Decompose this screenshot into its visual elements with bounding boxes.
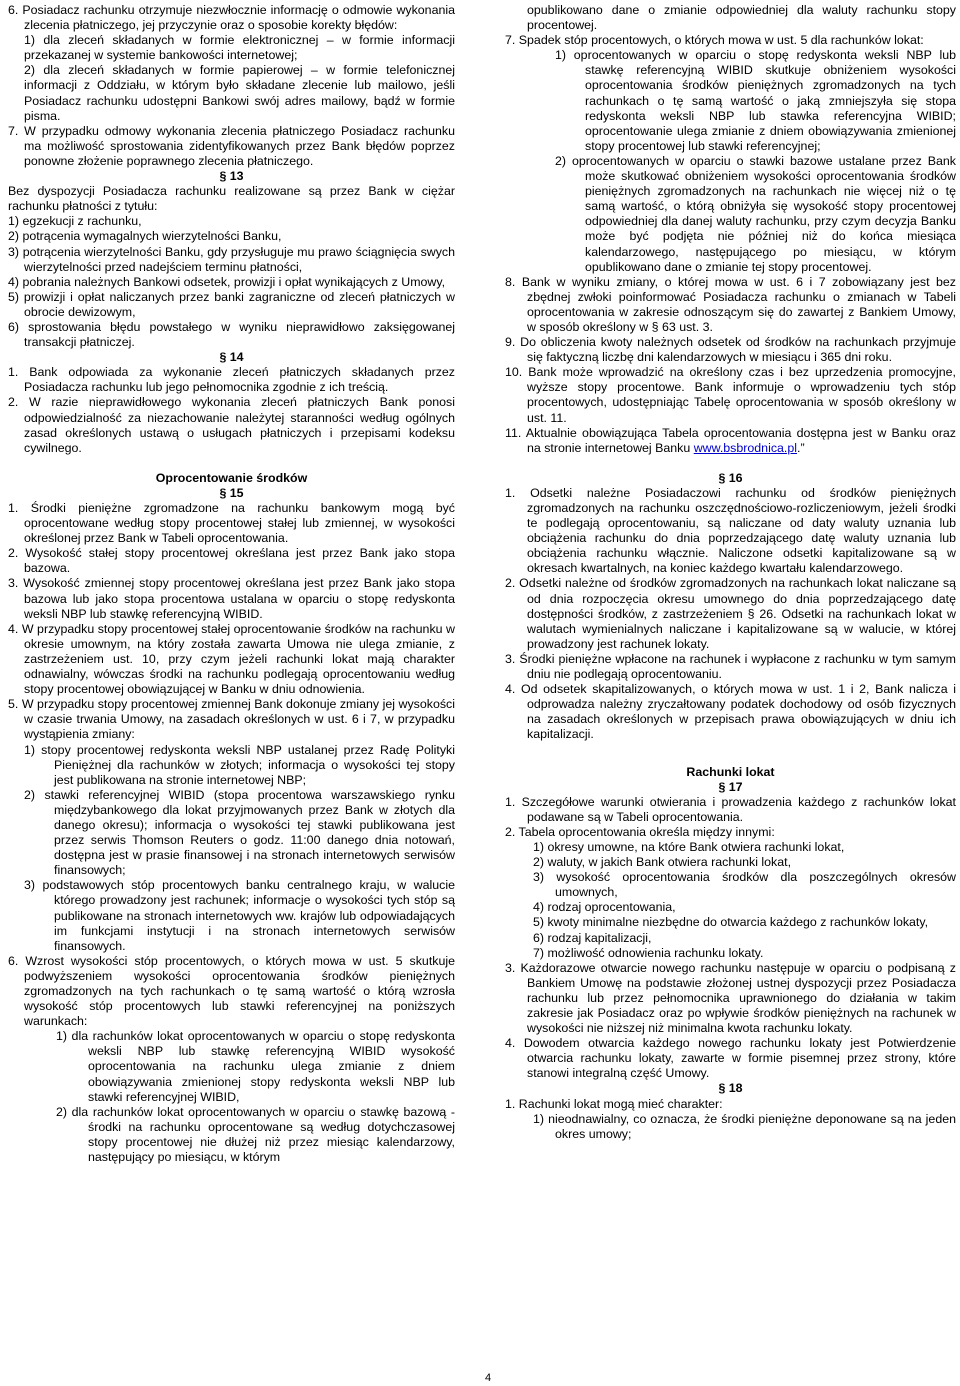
section-15-point-10: 10. Bank może wprowadzić na określony czas i bez uprzedzenia promocyjne, wyższe stopy procentowe. Bank informuje o wprowadzeniu tych stóp procentowych, udostępniając Tabelę oprocentowania w sposób określony w ust. 11. (505, 365, 956, 425)
list-item: 2) oprocentowanych w oparciu o stawki bazowe ustalane przez Bank może skutkować obniżeniem wysokości oprocentowania środków pieniężnych zgromadzonych na rachunkach nie więcej niż o tę samą wartość, o którą obniżyła się wysokość stopy procentowej odpowiedniej dla danej waluty rachunku, przy czym decyzja Banku może być podjęta nie później niż do końca miesiąca kalendarzowego, następującego po miesiącu, w którym opublikowano dane o zmianie tej stopy procentowej. (555, 153, 956, 274)
list-item: 5) prowizji i opłat naliczanych przez banki zagraniczne od zleceń płatniczych w obrocie dewizowym, (8, 289, 455, 319)
list-item: 2) stawki referencyjnej WIBID (stopa procentowa warszawskiego rynku międzybankowego dla lokat przyjmowanych przez Bank w złotych dla danego okresu); informacja o wysokości tej stawki publikowana jest przez serwis Thomson Reuters o godz. 11:00 danego dnia notowań, dostępna jest w prasie finansowej i na stronach internetowych serwisów finansowych; (24, 787, 455, 878)
list-item: 1) nieodnawialny, co oznacza, że środki pieniężne deponowane są na jeden okres umowy; (533, 1111, 956, 1141)
section-16-point-1: 1. Odsetki należne Posiadaczowi rachunku od środków pieniężnych zgromadzonych na rachunku oszczędnościowo-rozliczeniowym, jeżeli środki te podlegają oprocentowaniu, są naliczane od daty waluty uznania lub obciążenia rachunku do dnia poprzedzającego datę waluty uznania lub obciążenia rachunku włącznie. Naliczone odsetki kapitalizowane są w okresach kwartalnych, na koniec każdego kwartału kalendarzowego. (505, 485, 956, 576)
section-13-heading: § 13 (219, 169, 244, 184)
item-1-elektroniczne: 1) dla zleceń składanych w formie elektronicznej – w formie informacji przekazanej w systemie bankowości internetowej; (24, 33, 455, 63)
list-item: 1) oprocentowanych w oparciu o stopę redyskonta weksli NBP lub stawkę referencyjną WIBID skutkuje obniżeniem wysokości oprocentowania środków pieniężnych zgromadzonych na tych rachunkach o tę samą wartość o jaką zmniejszyła się stopa redyskonta weksli NBP lub stawka referencyjna WIBID; oprocentowanie ulega zmianie z dniem obowiązywania zmienionej stopy procentowej lub stawki referencyjnej; (555, 48, 956, 153)
list-item: 5) kwoty minimalne niezbędne do otwarcia każdego z rachunków lokaty, (533, 915, 929, 930)
section-15-point-3: 3. Wysokość zmiennej stopy procentowej określana jest przez Bank jako stopa bazowa lub jako stopa procentowa ustalana w oparciu o stopę redyskonta weksli NBP lub stawkę referencyjną WIBID. (8, 576, 455, 621)
section-17-point-2: 2. Tabela oprocentowania określa między innymi: (505, 824, 775, 839)
list-item: 2) dla rachunków lokat oprocentowanych w oparciu o stawkę bazową - środki na rachunku oprocentowane są według dotychczasowej stopy procentowej nie dłużej niż przez miesiąc kalendarzowy, następujący po miesiącu, w którym (56, 1104, 455, 1165)
section-15-point-6: 6. Wzrost wysokości stóp procentowych, o których mowa w ust. 5 skutkuje podwyższeniem wysokości oprocentowania środków pieniężnych zgromadzonych na tych rachunkach o tę samą wartość o którą wzrosła wysokość stóp procentowych lub stawki referencyjnej na poniższych warunkach: (8, 953, 455, 1029)
continued-text: opublikowano dane o zmianie odpowiedniej dla waluty rachunku stopy procentowej. (527, 3, 956, 33)
section-15-point-7: 7. Spadek stóp procentowych, o których mowa w ust. 5 dla rachunków lokat: (505, 33, 924, 48)
right-column (505, 3, 956, 1142)
section-18-point-1: 1. Rachunki lokat mogą mieć charakter: (505, 1096, 723, 1111)
bank-website-link[interactable]: www.bsbrodnica.pl (693, 440, 797, 455)
section-14-point-2: 2. W razie nieprawidłowego wykonania zleceń płatniczych Bank ponosi odpowiedzialność za niezachowanie należytej staranności według ogólnych zasad określonych ustawą o usługach płatniczych i przepisami kodeksu cywilnego. (8, 395, 455, 455)
paragraph-7-sprostowanie: 7. W przypadku odmowy wykonania zlecenia płatniczego Posiadacz rachunku ma możliwość sprostowania zidentyfikowanych przez Bank błędów poprzez ponowne złożenie poprawnego zlecenia płatniczego. (8, 123, 455, 168)
list-item: 1) stopy procentowej redyskonta weksli NBP ustalanej przez Radę Polityki Pieniężnej dla rachunków w złotych; informacja o wysokości tej stopy jest publikowana na stronie internetowej NBP; (24, 742, 455, 787)
section-17-heading: § 17 (718, 779, 743, 794)
list-item: 3) potrącenia wierzytelności Banku, gdy przysługuje mu prawo ściągnięcia swych wierzytelności przed nadejściem terminu płatności, (8, 244, 455, 274)
section-15-point-11: 11. Aktualnie obowiązująca Tabela oprocentowania dostępna jest w Banku oraz na stronie internetowej Banku www.bsbrodnica.pl.” (505, 425, 956, 455)
list-item: 7) możliwość odnowienia rachunku lokaty. (533, 945, 764, 960)
paragraph-6-odmowa: 6. Posiadacz rachunku otrzymuje niezwłocznie informację o odmowie wykonania zlecenia płatniczego, jej przyczynie oraz o sposobie korekty błędów: (8, 3, 455, 33)
section-17-point-4: 4. Dowodem otwarcia każdego nowego rachunku lokaty jest Potwierdzenie otwarcia rachunku lokaty, zawarte w formie pisemnej przez strony, które stanowi integralną część Umowy. (505, 1036, 956, 1081)
chapter-title-rachunki-lokat: Rachunki lokat (686, 764, 775, 779)
list-item: 1) okresy umowne, na które Bank otwiera rachunki lokat, (533, 839, 845, 854)
list-item: 1) egzekucji z rachunku, (8, 214, 142, 229)
list-item: 2) potrącenia wymagalnych wierzytelności Banku, (8, 229, 282, 244)
section-16-point-2: 2. Odsetki należne od środków zgromadzonych na rachunkach lokat naliczane są od dnia rozpoczęcia okresu umownego do dnia poprzedzającego datę dostępności środków, z zastrzeżeniem § 26. Odsetki na rachunkach lokat w walutach wymienialnych naliczane i kapitalizowane są w walucie, w której prowadzony jest rachunek lokaty. (505, 576, 956, 651)
section-15-point-8: 8. Bank w wyniku zmiany, o której mowa w ust. 6 i 7 zobowiązany jest bez zbędnej zwłoki poinformować Posiadacza rachunku o zmianach w Tabeli oprocentowania w zakresie odnoszącym się do zawartej z Bankiem Umowy, w sposób określony w § 63 ust. 3. (505, 274, 956, 334)
section-14-point-1: 1. Bank odpowiada za wykonanie zleceń płatniczych składanych przez Posiadacza rachunku lub jego pełnomocnika zgodnie z ich treścią. (8, 365, 455, 395)
section-14-heading: § 14 (219, 350, 244, 365)
section-16-point-3: 3. Środki pieniężne wpłacone na rachunek i wypłacone z rachunku w tym samym dniu nie podlegają oprocentowaniu. (505, 651, 956, 682)
list-item: 3) wysokość oprocentowania środków dla poszczególnych okresów umownych, (533, 870, 956, 900)
page-number: 4 (485, 1372, 492, 1384)
left-column (8, 3, 455, 1165)
item-2-papierowe: 2) dla zleceń składanych w formie papierowej – w formie telefonicznej informacji z Oddziału, w którym było składane zlecenie lub mailowo, jeśli Posiadacz rachunku udostępni Bankowi swój adres mailowy, bądź w formie pisma. (24, 63, 455, 123)
section-16-point-4: 4. Od odsetek skapitalizowanych, o których mowa w ust. 1 i 2, Bank nalicza i odprowadza należny zryczałtowany podatek dochodowy od osób fizycznych na zasadach określonych w przepisach prawa obowiązujących w dniu ich kapitalizacji. (505, 682, 956, 742)
section-15-point-2: 2. Wysokość stałej stopy procentowej określana jest przez Bank jako stopa bazowa. (8, 546, 455, 576)
section-17-point-1: 1. Szczegółowe warunki otwierania i prowadzenia każdego z rachunków lokat podawane są w Tabeli oprocentowania. (505, 794, 956, 824)
chapter-title-oprocentowanie: Oprocentowanie środków (155, 470, 308, 485)
list-item: 3) podstawowych stóp procentowych banku centralnego kraju, w walucie którego prowadzony jest rachunek; informacje o wysokości tych stóp są publikowane na stronach internetowych ww. krajów lub odpowiadających im funkcjami instytucji i na stronach internetowych serwisów finansowych. (24, 878, 455, 953)
section-18-heading: § 18 (718, 1081, 743, 1096)
section-15-point-5: 5. W przypadku stopy procentowej zmiennej Bank dokonuje zmiany jej wysokości w czasie trwania Umowy, na zasadach określonych w ust. 6 i 7, w przypadku wystąpienia zmiany: (8, 697, 455, 742)
section-15-point-1: 1. Środki pieniężne zgromadzone na rachunku bankowym mogą być oprocentowane według stopy procentowej stałej lub zmiennej, w wysokości określonej przez Bank w Tabeli oprocentowania. (8, 501, 455, 546)
section-13-intro: Bez dyspozycji Posiadacza rachunku realizowane są przez Bank w ciężar rachunku płatności z tytułu: (8, 184, 455, 214)
section-15-point-4: 4. W przypadku stopy procentowej stałej oprocentowanie środków na rachunku w okresie umownym, na który została zawarta Umowa nie ulega zmianie, z zastrzeżeniem ust. 10, przy czym jeżeli rachunki lokat mają charakter odnawialny, wówczas środki na rachunku podlegają oprocentowaniu według stopy procentowej obowiązującej w Banku w dniu odnowienia. (8, 621, 455, 697)
list-item: 6) sprostowania błędu powstałego w wyniku nieprawidłowo zaksięgowanej transakcji płatniczej. (8, 319, 455, 350)
section-17-point-3: 3. Każdorazowe otwarcie nowego rachunku następuje w oparciu o podpisaną z Bankiem Umowę na podstawie złożonej ustnej dyspozycji przez Posiadacza rachunku lub przez pełnomocnika uprawnionego do działania w takim zakresie jak Posiadacz oraz po wpływie środków pieniężnych na rachunek w wysokości nie niższej niż minimalna kwota rachunku lokaty. (505, 960, 956, 1036)
section-16-heading: § 16 (718, 470, 743, 485)
section-15-point-9: 9. Do obliczenia kwoty należnych odsetek od środków na rachunkach przyjmuje się faktyczną liczbę dni kalendarzowych w miesiącu i 365 dni roku. (505, 335, 956, 365)
list-item: 4) pobrania należnych Bankowi odsetek, prowizji i opłat wynikających z Umowy, (8, 274, 446, 289)
list-item: 1) dla rachunków lokat oprocentowanych w oparciu o stopę redyskonta weksli NBP lub stawkę referencyjną WIBID wysokość oprocentowania na rachunku ulega zmianie z dniem obowiązywania zmienionej stopy redyskonta weksli NBP lub stawki referencyjnej WIBID, (56, 1029, 455, 1104)
list-item: 6) rodzaj kapitalizacji, (533, 930, 652, 945)
list-item: 2) waluty, w jakich Bank otwiera rachunki lokat, (533, 855, 792, 870)
list-item: 4) rodzaj oprocentowania, (533, 900, 676, 915)
section-15-heading: § 15 (219, 485, 244, 500)
